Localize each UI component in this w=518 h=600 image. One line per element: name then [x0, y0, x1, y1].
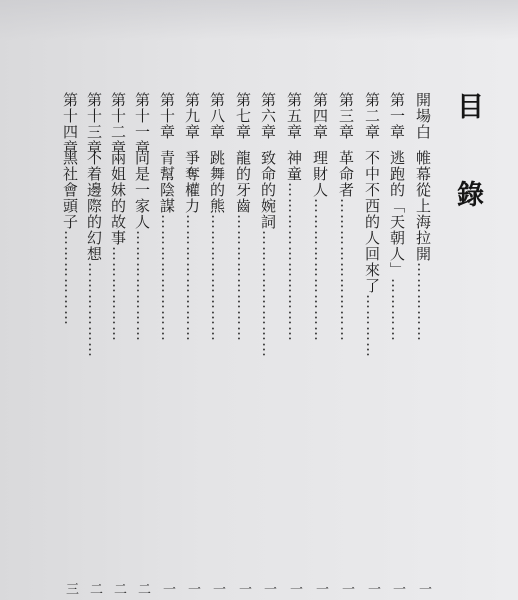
- leader-dots: …………: [388, 278, 406, 342]
- toc-entry[interactable]: [207, 92, 227, 600]
- toc-entry[interactable]: [132, 92, 152, 600]
- toc-entry[interactable]: [413, 92, 433, 600]
- chapter-title: 帷幕從上海拉開: [414, 150, 432, 262]
- leader-dots: ……………: [414, 262, 432, 342]
- toc-entry[interactable]: [336, 92, 356, 600]
- toc-entry[interactable]: [84, 92, 104, 600]
- page-number: 一: [261, 582, 276, 596]
- page-number: 一: [339, 582, 354, 596]
- page-shadow: [0, 0, 518, 40]
- leader-dots: ………………………: [337, 198, 355, 342]
- chapter-title: 不着邊際的幻想: [85, 150, 103, 262]
- chapter-title: 龍的牙齒: [234, 150, 252, 214]
- page-number: 一: [160, 582, 175, 596]
- leader-dots: ………………: [61, 230, 79, 326]
- leader-dots: …………: [363, 294, 381, 358]
- page-number: 一: [313, 582, 328, 596]
- toc-entry[interactable]: [387, 92, 407, 600]
- toc-entry[interactable]: [182, 92, 202, 600]
- page-number: 一: [210, 582, 225, 596]
- chapter-label: 第六章: [259, 92, 277, 140]
- leader-dots: …………………………: [285, 182, 303, 342]
- leader-dots: ………………………: [311, 198, 329, 342]
- chapter-label: 第九章: [183, 92, 201, 140]
- page-number: 一: [365, 582, 380, 596]
- chapter-label: 第十三章: [85, 92, 103, 156]
- leader-dots: ………………: [85, 262, 103, 358]
- chapter-label: 第一章: [388, 92, 406, 140]
- chapter-title: 致命的婉詞: [259, 150, 277, 230]
- chapter-label: 第十四章: [61, 92, 79, 156]
- toc-heading: 目 錄: [452, 92, 483, 234]
- chapter-label: 第二章: [363, 92, 381, 140]
- toc-entry[interactable]: [60, 92, 80, 600]
- page-number: 二: [87, 582, 102, 596]
- toc-entry[interactable]: [258, 92, 278, 600]
- leader-dots: ……………………: [259, 230, 277, 358]
- page-number: 一: [185, 582, 200, 596]
- chapter-title: 跳舞的熊: [208, 150, 226, 214]
- page-number: 一: [287, 582, 302, 596]
- chapter-title: 革命者: [337, 150, 355, 198]
- leader-dots: ……………………: [234, 214, 252, 342]
- chapter-label: 第十二章: [109, 92, 127, 156]
- page-number: 三: [63, 582, 78, 596]
- chapter-label: 第七章: [234, 92, 252, 140]
- chapter-title: 逃跑的「天朝人」: [388, 150, 406, 278]
- toc-entry[interactable]: [157, 92, 177, 600]
- toc-entry[interactable]: [233, 92, 253, 600]
- chapter-title: 青幫陰謀: [158, 150, 176, 214]
- chapter-label: 第十一章: [133, 92, 151, 156]
- leader-dots: ………………: [109, 246, 127, 342]
- leader-dots: …………………: [133, 230, 151, 342]
- leader-dots: ……………………: [158, 214, 176, 342]
- leader-dots: ……………………: [183, 214, 201, 342]
- chapter-title: 兩姐妹的故事: [109, 150, 127, 246]
- chapter-title: 不中不西的人回來了: [363, 150, 381, 294]
- chapter-label: 第三章: [337, 92, 355, 140]
- page-number: 二: [135, 582, 150, 596]
- page-number: 一: [390, 582, 405, 596]
- toc-entry[interactable]: [310, 92, 330, 600]
- chapter-title: 神童: [285, 150, 303, 182]
- toc-entry[interactable]: [108, 92, 128, 600]
- chapter-title: 黑社會頭子: [61, 150, 79, 230]
- leader-dots: ……………………: [208, 214, 226, 342]
- toc-entry[interactable]: [284, 92, 304, 600]
- chapter-label: 第八章: [208, 92, 226, 140]
- toc-entry[interactable]: [362, 92, 382, 600]
- chapter-title: 同是一家人: [133, 150, 151, 230]
- chapter-label: 第五章: [285, 92, 303, 140]
- chapter-title: 爭奪權力: [183, 150, 201, 214]
- chapter-label: 開場白: [414, 92, 432, 140]
- chapter-label: 第十章: [158, 92, 176, 140]
- page-number: 一: [416, 582, 431, 596]
- page-number: 一: [236, 582, 251, 596]
- page-number: 二: [111, 582, 126, 596]
- chapter-label: 第四章: [311, 92, 329, 140]
- chapter-title: 理財人: [311, 150, 329, 198]
